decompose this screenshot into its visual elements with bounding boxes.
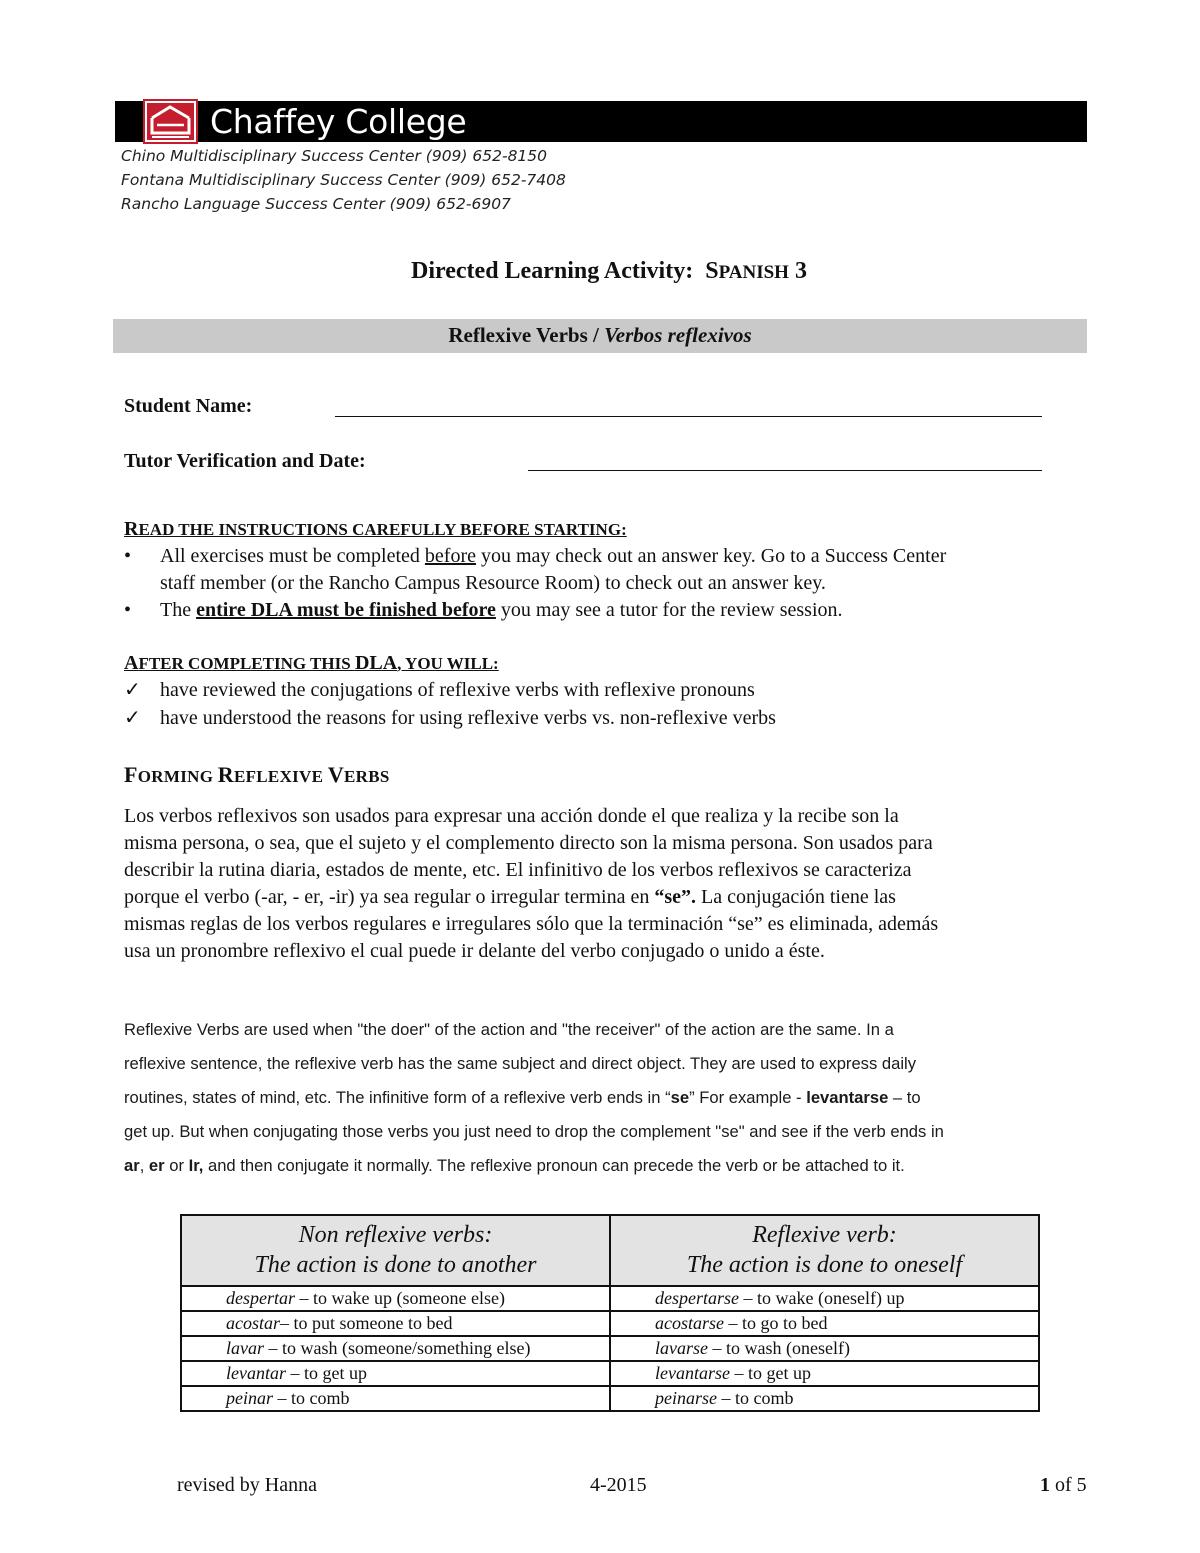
rancho-center-line: Rancho Language Success Center (909) 652-6907 [121, 195, 511, 213]
instruction-bullet-2: • The entire DLA must be finished before you may see a tutor for the review session. [124, 597, 1104, 624]
title-subject-rest: PANISH [718, 262, 789, 283]
student-name-field[interactable] [335, 416, 1042, 417]
topic-heading [113, 323, 1087, 348]
verb-comparison-table [180, 1214, 1040, 1412]
chaffey-logo-icon [143, 99, 198, 144]
chino-center-line: Chino Multidisciplinary Success Center (909) 652-8150 [121, 147, 548, 165]
college-name: Chaffey College [210, 102, 467, 141]
title-prefix: Directed Learning Activity: [411, 258, 694, 284]
student-name-label: Student Name: [124, 395, 253, 417]
table-row: acostar– to put someone to bed acostarse – to go to bed [181, 1311, 1039, 1336]
table-header-reflexive: Reflexive verb: The action is done to oneself [610, 1215, 1039, 1286]
footer-revised-by: revised by Hanna [177, 1474, 317, 1496]
topic-english: Reflexive Verbs / [448, 323, 605, 347]
outcome-item-1: ✓ have reviewed the conjugations of reflexive verbs with reflexive pronouns [124, 677, 1104, 704]
table-row: lavar – to wash (someone/something else) lavarse – to wash (oneself) [181, 1336, 1039, 1361]
page-title [0, 258, 1200, 285]
tutor-verification-label: Tutor Verification and Date: [124, 450, 366, 472]
table-row: levantar – to get up levantarse – to get up [181, 1361, 1039, 1386]
bullet-icon: • [124, 599, 132, 621]
section-heading-forming: FORMING REFLEXIVE VERBS [124, 762, 390, 787]
spanish-paragraph: Los verbos reflexivos son usados para expresar una acción donde el que realiza y la recibe son la misma persona, o sea, que el sujeto y el complemento directo son la misma persona. Son usados para describir la rutina diaria, estados de mente, etc. El infinitivo de los verbos reflexivos se caracteriza porque el verbo (-ar, - er, -ir) ya sea regular o irregular termina en “se”. La conjugación tiene las mismas reglas de los verbos regulares e irregulares sólo que la terminación “se” es eliminada, además usa un pronombre reflexivo el cual puede ir delante del verbo conjugado o unido a éste. [124, 805, 939, 962]
table-header-non-reflexive: Non reflexive verbs: The action is done to another [181, 1215, 610, 1286]
table-row: despertar – to wake up (someone else) despertarse – to wake (oneself) up [181, 1286, 1039, 1311]
footer-page-number: 1 of 5 [1040, 1474, 1087, 1496]
checkmark-icon: ✓ [124, 679, 141, 701]
bullet-icon: • [124, 545, 132, 567]
footer-date: 4-2015 [590, 1474, 647, 1496]
tutor-verification-field[interactable] [528, 470, 1042, 471]
fontana-center-line: Fontana Multidisciplinary Success Center (909) 652-7408 [121, 171, 566, 189]
checkmark-icon: ✓ [124, 707, 141, 729]
table-row: peinar – to comb peinarse – to comb [181, 1386, 1039, 1411]
instruction-bullet-1: • All exercises must be completed before you may check out an answer key. Go to a Success Center staff member (or the Rancho Campus Resource Room) to check out an answer key. [124, 545, 947, 594]
title-subject-number: 3 [794, 258, 807, 284]
outcome-item-2: ✓ have understood the reasons for using reflexive verbs vs. non-reflexive verbs [124, 705, 1104, 732]
title-subject-initial: S [705, 258, 719, 284]
instructions-heading: READ THE INSTRUCTIONS CAREFULLY BEFORE STARTING: [124, 518, 627, 540]
english-paragraph: Reflexive Verbs are used when "the doer" of the action and "the receiver" of the action are the same. In a reflexive sentence, the reflexive verb has the same subject and direct object. They are used to express daily routines, states of mind, etc. The infinitive form of a reflexive verb ends in “se” For example - levantarse – to get up. But when conjugating those verbs you just need to drop the complement "se" and see if the verb ends in ar, er or Ir, and then conjugate it normally. The reflexive pronoun can precede the verb or be attached to it. [124, 1020, 944, 1175]
outcomes-heading: AFTER COMPLETING THIS DLA, YOU WILL: [124, 652, 499, 674]
topic-spanish: Verbos reflexivos [604, 323, 752, 347]
table-header-row [181, 1215, 1039, 1286]
